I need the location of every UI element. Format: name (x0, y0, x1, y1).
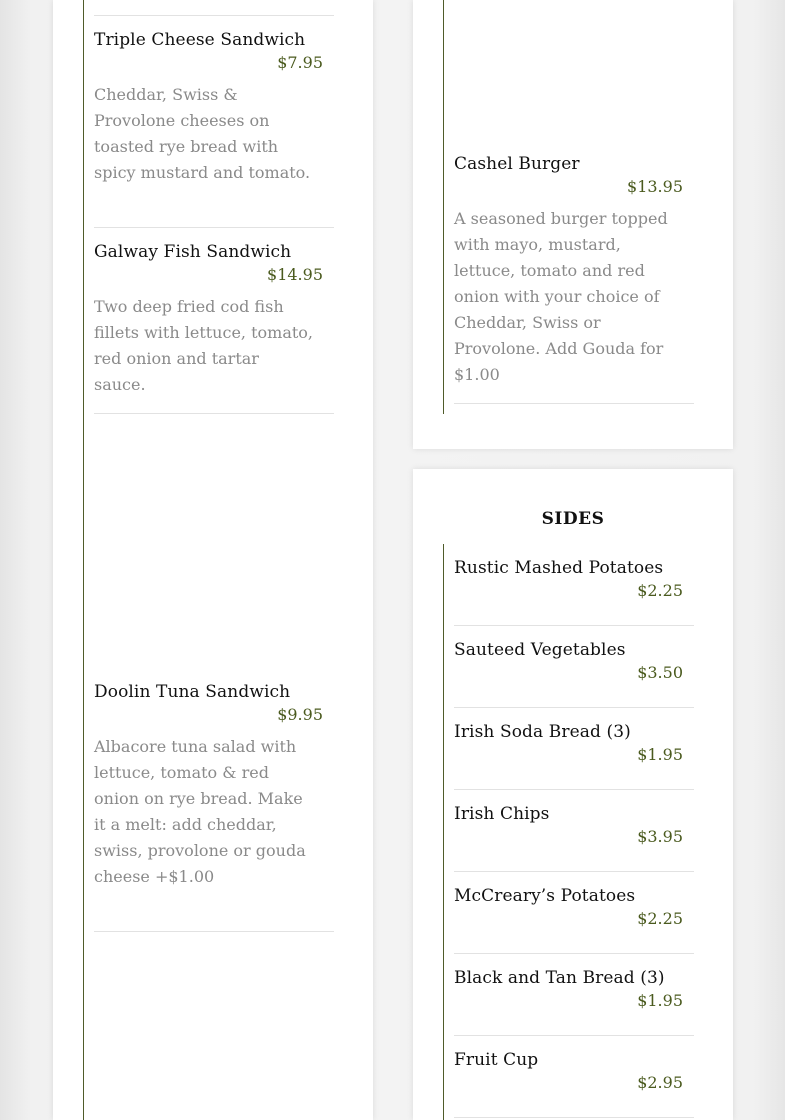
item-name: Irish Chips (454, 804, 550, 824)
item-name: McCreary’s Potatoes (454, 886, 636, 906)
item-description: Albacore tuna salad with lettuce, tomato & red onion on rye bread. Make it a melt: add cheddar, swiss, provolone or gouda cheese +$1.00 (94, 737, 306, 886)
item-divider (454, 403, 694, 404)
menu-card-sandwiches (53, 0, 373, 1120)
item-name: Irish Soda Bread (3) (454, 722, 631, 742)
item-price: $13.95 (627, 177, 683, 196)
item-name: Galway Fish Sandwich (94, 242, 292, 262)
item-price: $1.95 (637, 745, 683, 764)
item-price: $3.95 (637, 827, 683, 846)
item-name: Black and Tan Bread (3) (454, 968, 665, 988)
item-price: $1.95 (637, 991, 683, 1010)
item-divider (454, 625, 694, 626)
item-divider (94, 931, 334, 932)
item-price: $2.95 (637, 1073, 683, 1092)
menu-card-sides (413, 469, 733, 1120)
item-name: Triple Cheese Sandwich (94, 30, 306, 50)
item-name: Doolin Tuna Sandwich (94, 682, 291, 702)
item-divider (454, 707, 694, 708)
item-name: Sauteed Vegetables (454, 640, 626, 660)
item-divider (454, 789, 694, 790)
item-description: Cheddar, Swiss & Provolone cheeses on toasted rye bread with spicy mustard and tomato. (94, 85, 311, 182)
item-divider (454, 871, 694, 872)
item-price: $14.95 (267, 265, 323, 284)
item-description: A seasoned burger topped with mayo, mustard, lettuce, tomato and red onion with your choice of Cheddar, Swiss or Provolone. Add Gouda for $1.00 (454, 209, 668, 384)
accent-line (83, 0, 84, 1120)
item-divider (94, 15, 334, 16)
item-price: $9.95 (277, 705, 323, 724)
item-name: Cashel Burger (454, 154, 580, 174)
item-name: Fruit Cup (454, 1050, 539, 1070)
section-title: SIDES (541, 509, 605, 529)
item-description: Two deep fried cod fish fillets with lettuce, tomato, red onion and tartar sauce. (94, 297, 314, 394)
item-name: Rustic Mashed Potatoes (454, 558, 664, 578)
item-price: $3.50 (637, 663, 683, 682)
item-price: $2.25 (637, 909, 683, 928)
item-price: $2.25 (637, 581, 683, 600)
accent-line (443, 0, 444, 414)
menu-card-burgers (413, 0, 733, 449)
item-divider (454, 1035, 694, 1036)
item-price: $7.95 (277, 53, 323, 72)
item-divider (454, 953, 694, 954)
accent-line (443, 544, 444, 1120)
item-divider (94, 413, 334, 414)
item-divider (94, 227, 334, 228)
item-divider (454, 1117, 694, 1118)
